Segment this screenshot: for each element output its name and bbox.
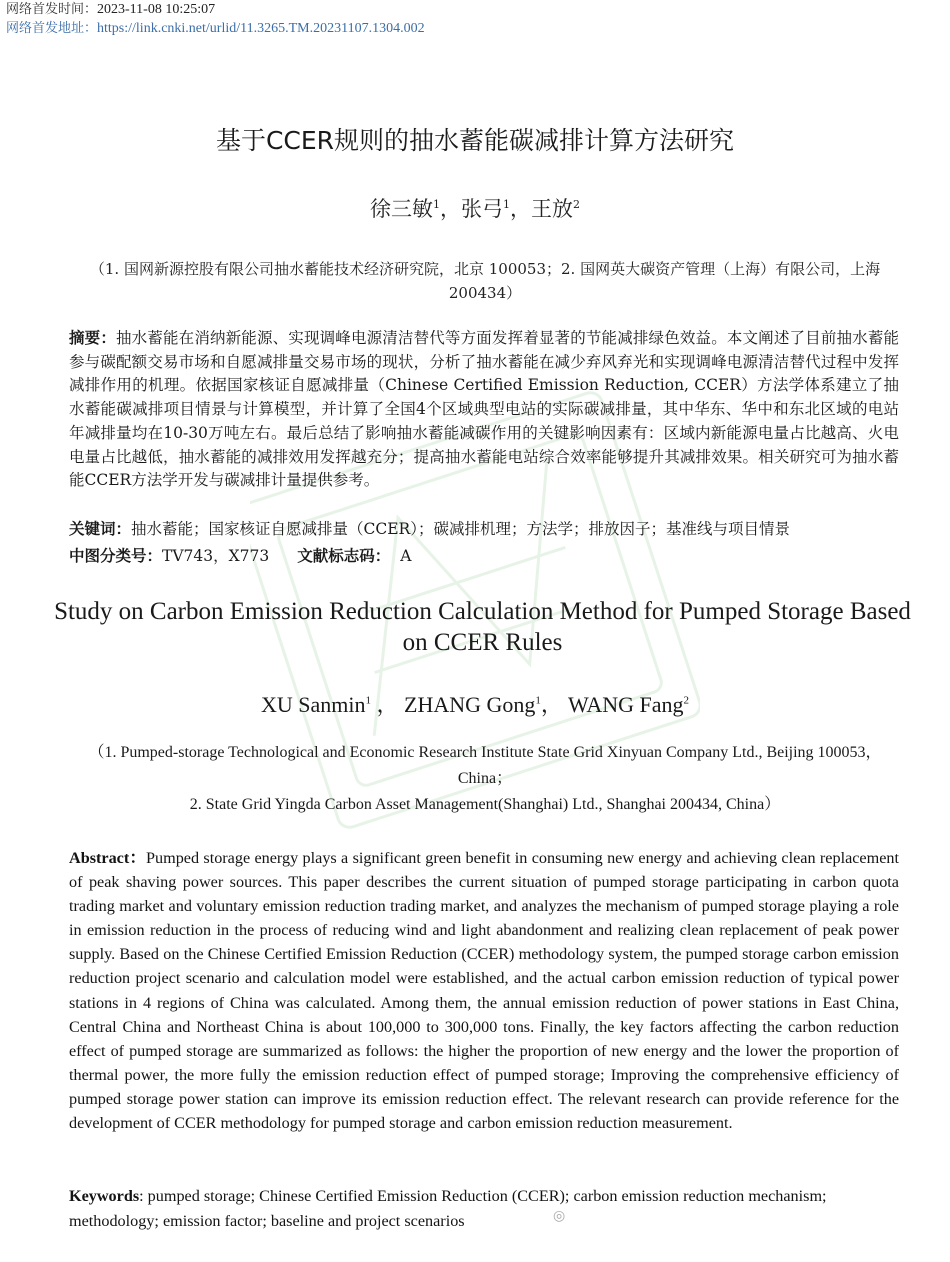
clc-value: TV743，X773 [162, 547, 270, 565]
author-affiliation-mark: 1 [365, 694, 371, 707]
pub-url-link[interactable]: https://link.cnki.net/urlid/11.3265.TM.20231107.1304.002 [97, 21, 425, 36]
classification-row [69, 545, 899, 569]
author-name: ZHANG Gong [404, 692, 536, 717]
doc-code-value: A [400, 547, 412, 565]
keywords-zh [69, 518, 899, 542]
affiliation-zh: （1. 国网新源控股有限公司抽水蓄能技术经济研究院，北京 100053；2. 国网英大碳资产管理（上海）有限公司，上海 200434） [89, 260, 881, 302]
abstract-en-label: Abstract： [69, 849, 146, 867]
author-affiliation-mark: 1 [535, 694, 541, 707]
pub-time-label: 网络首发时间： [6, 2, 98, 17]
author-affiliation-mark: 2 [573, 198, 580, 211]
clc-label: 中图分类号： [69, 547, 163, 565]
wechat-watermark-icon: ◎ [553, 1208, 566, 1224]
author-name: XU Sanmin [260, 692, 366, 717]
author-affiliation-mark: 1 [503, 198, 510, 211]
author-name: WANG Fang [568, 692, 684, 717]
pub-time: 2023-11-08 10:25:07 [97, 2, 216, 17]
author-name: 王放 [531, 197, 573, 221]
keywords-zh-label: 关键词： [69, 520, 132, 538]
author-affiliation-mark: 1 [433, 198, 440, 211]
author-affiliation-mark: 2 [683, 694, 689, 707]
publication-info [6, 0, 425, 38]
authors-zh: 徐三敏$^1$，张弓$^1$，王放$^2$ [370, 197, 580, 221]
abstract-zh [69, 327, 899, 493]
pub-url-row [6, 19, 425, 38]
affiliation-en [75, 740, 895, 818]
keywords-en [69, 1184, 849, 1233]
pub-time-row [6, 0, 425, 19]
abstract-en [69, 846, 899, 1135]
paper-title-en: Study on Carbon Emission Reduction Calculation Method for Pumped Storage Based on CCER Rules [54, 598, 911, 656]
abstract-zh-text: 抽水蓄能在消纳新能源、实现调峰电源清洁替代等方面发挥着显著的节能减排绿色效益。本文阐述了目前抽水蓄能参与碳配额交易市场和自愿减排量交易市场的现状，分析了抽水蓄能在减少弃风弃光和实现调峰电源清洁替代过程中发挥减排作用的机理。依据国家核证自愿减排量（Chinese Certified Emission Reduction, CCER）方法学体系建立了抽水蓄能碳减排项目情景与计算模型，并计算了全国4个区域典型电站的实际碳减排量，其中华东、华中和东北区域的电站年减排量均在10-30万吨左右。最后总结了影响抽水蓄能减碳作用的关键影响因素有：区域内新能源电量占比越高、火电电量占比越低，抽水蓄能的减排效用发挥越充分；提高抽水蓄能电站综合效率能够提升其减排效果。相关研究可为抽水蓄能CCER方法学开发与碳减排计量提供参考。 [69, 329, 899, 490]
abstract-en-text: Pumped storage energy plays a significant green benefit in consuming new energy and achieving clean replacement of peak shaving power sources. This paper describes the current situation of pumped storage participating in carbon quota trading market and voluntary emission reduction trading market, and analyzes the mechanism of pumped storage playing a role in emission reduction in the process of reducing wind and light abandonment and realizing clean replacement of peak power supply. Based on the Chinese Certified Emission Reduction (CCER) methodology system, the pumped storage carbon emission reduction project scenario and calculation model were established, and the actual carbon emission reduction of typical power stations in 4 regions of China was calculated. Among them, the annual emission reduction of power stations in East China, Central China and Northeast China is about 100,000 to 300,000 tons. Finally, the key factors affecting the carbon reduction effect of pumped storage are summarized as follows: the higher the proportion of new energy and the lower the proportion of thermal power, the more fully the emission reduction effect of pumped storage; Improving the comprehensive efficiency of pumped storage power station can improve its emission reduction effect. The relevant research can provide reference for the development of CCER methodology for pumped storage and carbon emission reduction measurement. [69, 849, 899, 1133]
affiliation-en-2: 2. State Grid Yingda Carbon Asset Management(Shanghai) Ltd., Shanghai 200434, China） [189, 796, 781, 813]
author-name: 张弓 [461, 197, 503, 221]
keywords-zh-text: 抽水蓄能；国家核证自愿减排量（CCER）；碳减排机理；方法学；排放因子；基准线与项目情景 [131, 520, 790, 538]
keywords-en-text: : pumped storage; Chinese Certified Emission Reduction (CCER); carbon emission reduction mechanism; methodology; emission factor; baseline and project scenarios [69, 1187, 827, 1230]
authors-en: XU Sanmin$^1$ ， ZHANG Gong$^1$， WANG Fang$^2$ [260, 692, 689, 717]
abstract-zh-label: 摘要： [69, 329, 116, 347]
keywords-en-label: Keywords [69, 1187, 140, 1205]
doc-code-label: 文献标志码： [297, 547, 391, 565]
affiliation-en-1: （1. Pumped-storage Technological and Economic Research Institute State Grid Xinyuan Company Ltd., Beijing 100053，China； [88, 744, 882, 787]
pub-url-label: 网络首发地址： [6, 21, 98, 36]
paper-title-zh: 基于CCER规则的抽水蓄能碳减排计算方法研究 [215, 126, 735, 155]
author-name: 徐三敏 [370, 197, 433, 221]
